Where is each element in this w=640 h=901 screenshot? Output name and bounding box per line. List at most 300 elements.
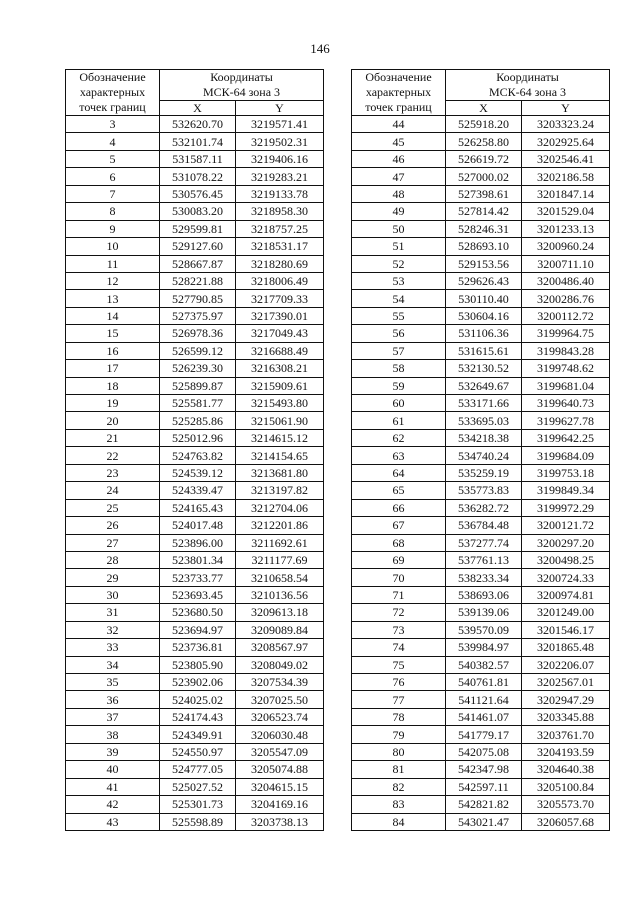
x-coordinate-cell: 529626.43 — [446, 272, 522, 289]
point-number-cell: 30 — [66, 586, 160, 603]
coordinates-table-left — [65, 69, 324, 831]
point-number-cell: 72 — [352, 604, 446, 621]
point-number-cell: 60 — [352, 395, 446, 412]
y-coordinate-cell: 3199681.04 — [522, 377, 610, 394]
table-row — [352, 325, 610, 342]
point-number-cell: 17 — [66, 360, 160, 377]
y-coordinate-cell: 3208049.02 — [236, 656, 324, 673]
point-number-cell: 46 — [352, 150, 446, 167]
point-number-cell: 57 — [352, 342, 446, 359]
y-coordinate-cell: 3218531.17 — [236, 238, 324, 255]
y-coordinate-cell: 3200121.72 — [522, 517, 610, 534]
point-number-cell: 32 — [66, 621, 160, 638]
table-row — [66, 395, 324, 412]
y-coordinate-cell: 3200112.72 — [522, 307, 610, 324]
x-coordinate-cell: 523896.00 — [160, 534, 236, 551]
y-coordinate-cell: 3200974.81 — [522, 586, 610, 603]
point-number-cell: 8 — [66, 203, 160, 220]
table-row — [66, 621, 324, 638]
y-coordinate-cell: 3204615.15 — [236, 778, 324, 795]
x-coordinate-cell: 530604.16 — [446, 307, 522, 324]
y-coordinate-cell: 3199972.29 — [522, 499, 610, 516]
table-row — [66, 377, 324, 394]
x-coordinate-cell: 530083.20 — [160, 203, 236, 220]
x-coordinate-cell: 533171.66 — [446, 395, 522, 412]
x-coordinate-cell: 531587.11 — [160, 150, 236, 167]
table-row — [66, 429, 324, 446]
x-coordinate-cell: 537277.74 — [446, 534, 522, 551]
x-coordinate-cell: 541779.17 — [446, 726, 522, 743]
x-coordinate-cell: 530110.40 — [446, 290, 522, 307]
point-number-cell: 80 — [352, 743, 446, 760]
y-coordinate-cell: 3217049.43 — [236, 325, 324, 342]
x-coordinate-cell: 527814.42 — [446, 203, 522, 220]
table-row — [352, 813, 610, 830]
point-number-cell: 61 — [352, 412, 446, 429]
x-coordinate-cell: 535773.83 — [446, 482, 522, 499]
point-number-cell: 70 — [352, 569, 446, 586]
y-coordinate-cell: 3205074.88 — [236, 761, 324, 778]
table-row — [352, 255, 610, 272]
y-coordinate-cell: 3219502.31 — [236, 133, 324, 150]
x-coordinate-cell: 525301.73 — [160, 796, 236, 813]
y-coordinate-cell: 3213681.80 — [236, 464, 324, 481]
x-coordinate-cell: 531078.22 — [160, 168, 236, 185]
x-coordinate-cell: 541461.07 — [446, 708, 522, 725]
table-row — [352, 517, 610, 534]
x-column-header: X — [446, 101, 522, 116]
table-row — [352, 743, 610, 760]
x-coordinate-cell: 535259.19 — [446, 464, 522, 481]
point-number-cell: 13 — [66, 290, 160, 307]
point-number-cell: 6 — [66, 168, 160, 185]
table-row — [352, 778, 610, 795]
table-row — [352, 726, 610, 743]
y-coordinate-cell: 3200286.76 — [522, 290, 610, 307]
y-coordinate-cell: 3210658.54 — [236, 569, 324, 586]
x-coordinate-cell: 536784.48 — [446, 517, 522, 534]
y-coordinate-cell: 3206523.74 — [236, 708, 324, 725]
x-column-header: X — [160, 101, 236, 116]
y-coordinate-cell: 3200297.20 — [522, 534, 610, 551]
table-row — [66, 586, 324, 603]
table-row — [352, 238, 610, 255]
y-coordinate-cell: 3208567.97 — [236, 639, 324, 656]
table-row — [352, 464, 610, 481]
table-row — [352, 185, 610, 202]
y-coordinate-cell: 3216308.21 — [236, 360, 324, 377]
x-coordinate-cell: 524174.43 — [160, 708, 236, 725]
x-coordinate-cell: 529127.60 — [160, 238, 236, 255]
point-number-cell: 27 — [66, 534, 160, 551]
y-coordinate-cell: 3200960.24 — [522, 238, 610, 255]
table-row — [66, 290, 324, 307]
point-number-cell: 37 — [66, 708, 160, 725]
x-coordinate-cell: 538693.06 — [446, 586, 522, 603]
x-coordinate-cell: 528221.88 — [160, 272, 236, 289]
point-number-cell: 69 — [352, 551, 446, 568]
x-coordinate-cell: 526599.12 — [160, 342, 236, 359]
y-coordinate-cell: 3203323.24 — [522, 116, 610, 133]
y-coordinate-cell: 3211692.61 — [236, 534, 324, 551]
point-number-cell: 29 — [66, 569, 160, 586]
x-coordinate-cell: 527790.85 — [160, 290, 236, 307]
table-row — [66, 482, 324, 499]
x-coordinate-cell: 526619.72 — [446, 150, 522, 167]
x-coordinate-cell: 524777.05 — [160, 761, 236, 778]
y-coordinate-cell: 3209089.84 — [236, 621, 324, 638]
table-row — [352, 586, 610, 603]
table-row — [66, 726, 324, 743]
table-row — [66, 220, 324, 237]
point-number-cell: 67 — [352, 517, 446, 534]
point-number-cell: 63 — [352, 447, 446, 464]
table-row — [352, 551, 610, 568]
x-coordinate-cell: 531106.36 — [446, 325, 522, 342]
point-number-cell: 75 — [352, 656, 446, 673]
point-number-cell: 59 — [352, 377, 446, 394]
table-row — [66, 238, 324, 255]
x-coordinate-cell: 524165.43 — [160, 499, 236, 516]
table-row — [66, 796, 324, 813]
point-number-cell: 22 — [66, 447, 160, 464]
table-row — [352, 116, 610, 133]
table-row — [66, 743, 324, 760]
x-coordinate-cell: 524017.48 — [160, 517, 236, 534]
table-row — [66, 691, 324, 708]
point-number-cell: 4 — [66, 133, 160, 150]
y-coordinate-cell: 3202186.58 — [522, 168, 610, 185]
table-row — [352, 534, 610, 551]
table-row — [66, 185, 324, 202]
table-row — [66, 150, 324, 167]
table-row — [352, 604, 610, 621]
point-header-line1: Обозначение — [365, 70, 432, 84]
point-number-cell: 15 — [66, 325, 160, 342]
point-number-cell: 84 — [352, 813, 446, 830]
table-row — [352, 691, 610, 708]
x-coordinate-cell: 527000.02 — [446, 168, 522, 185]
x-coordinate-cell: 524339.47 — [160, 482, 236, 499]
y-coordinate-cell: 3202947.29 — [522, 691, 610, 708]
x-coordinate-cell: 536282.72 — [446, 499, 522, 516]
table-row — [352, 395, 610, 412]
y-coordinate-cell: 3201865.48 — [522, 639, 610, 656]
point-number-cell: 43 — [66, 813, 160, 830]
y-coordinate-cell: 3200498.25 — [522, 551, 610, 568]
table-row — [66, 464, 324, 481]
point-number-cell: 68 — [352, 534, 446, 551]
y-coordinate-cell: 3206057.68 — [522, 813, 610, 830]
table-row — [66, 412, 324, 429]
point-number-cell: 82 — [352, 778, 446, 795]
table-row — [66, 499, 324, 516]
point-number-cell: 83 — [352, 796, 446, 813]
y-coordinate-cell: 3217390.01 — [236, 307, 324, 324]
x-coordinate-cell: 524763.82 — [160, 447, 236, 464]
table-row — [66, 708, 324, 725]
table-row — [66, 656, 324, 673]
point-number-cell: 23 — [66, 464, 160, 481]
x-coordinate-cell: 523801.34 — [160, 551, 236, 568]
table-row — [352, 150, 610, 167]
point-number-cell: 10 — [66, 238, 160, 255]
x-coordinate-cell: 526239.30 — [160, 360, 236, 377]
coordinates-table-right — [351, 69, 610, 831]
x-coordinate-cell: 539984.97 — [446, 639, 522, 656]
point-number-cell: 73 — [352, 621, 446, 638]
x-coordinate-cell: 540761.81 — [446, 674, 522, 691]
point-number-cell: 74 — [352, 639, 446, 656]
x-coordinate-cell: 542821.82 — [446, 796, 522, 813]
y-column-header: Y — [522, 101, 610, 116]
table-row — [66, 203, 324, 220]
y-coordinate-cell: 3199684.09 — [522, 447, 610, 464]
point-number-cell: 47 — [352, 168, 446, 185]
point-number-cell: 42 — [66, 796, 160, 813]
y-coordinate-cell: 3219283.21 — [236, 168, 324, 185]
table-row — [66, 116, 324, 133]
point-number-cell: 49 — [352, 203, 446, 220]
point-number-cell: 7 — [66, 185, 160, 202]
table-row — [66, 168, 324, 185]
y-coordinate-cell: 3205100.84 — [522, 778, 610, 795]
y-coordinate-cell: 3203738.13 — [236, 813, 324, 830]
table-row — [352, 360, 610, 377]
x-coordinate-cell: 532620.70 — [160, 116, 236, 133]
point-number-cell: 24 — [66, 482, 160, 499]
x-coordinate-cell: 540382.57 — [446, 656, 522, 673]
y-coordinate-cell: 3215061.90 — [236, 412, 324, 429]
x-coordinate-cell: 539139.06 — [446, 604, 522, 621]
x-coordinate-cell: 523693.45 — [160, 586, 236, 603]
table-row — [352, 307, 610, 324]
table-row — [66, 534, 324, 551]
table-row — [352, 656, 610, 673]
x-coordinate-cell: 525899.87 — [160, 377, 236, 394]
point-number-cell: 40 — [66, 761, 160, 778]
table-row — [352, 290, 610, 307]
point-header-line1: Обозначение — [79, 70, 146, 84]
point-header-line2: характерных — [79, 85, 146, 99]
point-number-cell: 79 — [352, 726, 446, 743]
x-coordinate-cell: 525027.52 — [160, 778, 236, 795]
table-row — [352, 761, 610, 778]
y-coordinate-cell: 3210136.56 — [236, 586, 324, 603]
point-number-cell: 81 — [352, 761, 446, 778]
x-coordinate-cell: 534740.24 — [446, 447, 522, 464]
point-number-cell: 5 — [66, 150, 160, 167]
point-number-cell: 76 — [352, 674, 446, 691]
x-coordinate-cell: 527398.61 — [446, 185, 522, 202]
x-coordinate-cell: 524539.12 — [160, 464, 236, 481]
point-number-cell: 16 — [66, 342, 160, 359]
x-coordinate-cell: 542347.98 — [446, 761, 522, 778]
y-coordinate-cell: 3199849.34 — [522, 482, 610, 499]
table-row — [352, 447, 610, 464]
y-coordinate-cell: 3211177.69 — [236, 551, 324, 568]
point-number-cell: 55 — [352, 307, 446, 324]
point-number-cell: 25 — [66, 499, 160, 516]
x-coordinate-cell: 524349.91 — [160, 726, 236, 743]
table-row — [352, 621, 610, 638]
point-number-cell: 78 — [352, 708, 446, 725]
table-row — [352, 220, 610, 237]
y-coordinate-cell: 3218006.49 — [236, 272, 324, 289]
x-coordinate-cell: 525598.89 — [160, 813, 236, 830]
table-row — [352, 412, 610, 429]
y-coordinate-cell: 3202567.01 — [522, 674, 610, 691]
x-coordinate-cell: 532649.67 — [446, 377, 522, 394]
y-coordinate-cell: 3204640.38 — [522, 761, 610, 778]
point-number-cell: 77 — [352, 691, 446, 708]
y-coordinate-cell: 3218958.30 — [236, 203, 324, 220]
table-row — [352, 482, 610, 499]
table-row — [66, 517, 324, 534]
x-coordinate-cell: 528693.10 — [446, 238, 522, 255]
x-coordinate-cell: 523733.77 — [160, 569, 236, 586]
point-number-cell: 44 — [352, 116, 446, 133]
point-number-cell: 52 — [352, 255, 446, 272]
point-number-cell: 28 — [66, 551, 160, 568]
x-coordinate-cell: 538233.34 — [446, 569, 522, 586]
table-row — [66, 569, 324, 586]
x-coordinate-cell: 528667.87 — [160, 255, 236, 272]
point-number-cell: 34 — [66, 656, 160, 673]
x-coordinate-cell: 529153.56 — [446, 255, 522, 272]
y-coordinate-cell: 3199748.62 — [522, 360, 610, 377]
y-coordinate-cell: 3214154.65 — [236, 447, 324, 464]
y-coordinate-cell: 3209613.18 — [236, 604, 324, 621]
point-number-cell: 12 — [66, 272, 160, 289]
y-coordinate-cell: 3202925.64 — [522, 133, 610, 150]
point-number-cell: 56 — [352, 325, 446, 342]
point-number-cell: 20 — [66, 412, 160, 429]
y-coordinate-cell: 3218280.69 — [236, 255, 324, 272]
y-coordinate-cell: 3205547.09 — [236, 743, 324, 760]
y-coordinate-cell: 3206030.48 — [236, 726, 324, 743]
coordinates-header-line2: МСК-64 зона 3 — [488, 85, 567, 99]
x-coordinate-cell: 530576.45 — [160, 185, 236, 202]
y-coordinate-cell: 3219406.16 — [236, 150, 324, 167]
point-number-cell: 62 — [352, 429, 446, 446]
table-row — [352, 639, 610, 656]
x-coordinate-cell: 537761.13 — [446, 551, 522, 568]
x-coordinate-cell: 543021.47 — [446, 813, 522, 830]
x-coordinate-cell: 542075.08 — [446, 743, 522, 760]
coordinates-header-line1: Координаты — [210, 70, 273, 84]
y-coordinate-cell: 3219133.78 — [236, 185, 324, 202]
point-number-cell: 9 — [66, 220, 160, 237]
point-number-cell: 3 — [66, 116, 160, 133]
y-coordinate-cell: 3199964.75 — [522, 325, 610, 342]
x-coordinate-cell: 523694.97 — [160, 621, 236, 638]
table-row — [352, 674, 610, 691]
point-number-cell: 11 — [66, 255, 160, 272]
table-row — [352, 429, 610, 446]
y-coordinate-cell: 3212201.86 — [236, 517, 324, 534]
x-coordinate-cell: 542597.11 — [446, 778, 522, 795]
point-number-cell: 66 — [352, 499, 446, 516]
point-number-cell: 33 — [66, 639, 160, 656]
y-coordinate-cell: 3201233.13 — [522, 220, 610, 237]
point-number-cell: 53 — [352, 272, 446, 289]
x-coordinate-cell: 526978.36 — [160, 325, 236, 342]
table-row — [352, 272, 610, 289]
x-coordinate-cell: 525918.20 — [446, 116, 522, 133]
y-coordinate-cell: 3199627.78 — [522, 412, 610, 429]
y-coordinate-cell: 3217709.33 — [236, 290, 324, 307]
y-coordinate-cell: 3207534.39 — [236, 674, 324, 691]
x-coordinate-cell: 525581.77 — [160, 395, 236, 412]
table-row — [66, 307, 324, 324]
table-row — [352, 499, 610, 516]
x-coordinate-cell: 541121.64 — [446, 691, 522, 708]
point-number-cell: 14 — [66, 307, 160, 324]
table-row — [66, 778, 324, 795]
point-number-cell: 48 — [352, 185, 446, 202]
table-row — [352, 168, 610, 185]
x-coordinate-cell: 523736.81 — [160, 639, 236, 656]
point-number-cell: 54 — [352, 290, 446, 307]
point-header-line2: характерных — [365, 85, 432, 99]
point-number-cell: 26 — [66, 517, 160, 534]
x-coordinate-cell: 524025.02 — [160, 691, 236, 708]
point-number-cell: 39 — [66, 743, 160, 760]
y-coordinate-cell: 3200711.10 — [522, 255, 610, 272]
y-column-header: Y — [236, 101, 324, 116]
x-coordinate-cell: 532130.52 — [446, 360, 522, 377]
x-coordinate-cell: 531615.61 — [446, 342, 522, 359]
x-coordinate-cell: 529599.81 — [160, 220, 236, 237]
y-coordinate-cell: 3212704.06 — [236, 499, 324, 516]
point-number-cell: 21 — [66, 429, 160, 446]
y-coordinate-cell: 3201546.17 — [522, 621, 610, 638]
y-coordinate-cell: 3203761.70 — [522, 726, 610, 743]
x-coordinate-cell: 525012.96 — [160, 429, 236, 446]
x-coordinate-cell: 525285.86 — [160, 412, 236, 429]
y-coordinate-cell: 3204169.16 — [236, 796, 324, 813]
y-coordinate-cell: 3199753.18 — [522, 464, 610, 481]
x-coordinate-cell: 532101.74 — [160, 133, 236, 150]
y-coordinate-cell: 3201529.04 — [522, 203, 610, 220]
table-row — [66, 360, 324, 377]
point-header-line3: точек границ — [365, 100, 432, 114]
y-coordinate-cell: 3218757.25 — [236, 220, 324, 237]
table-row — [352, 377, 610, 394]
point-number-cell: 19 — [66, 395, 160, 412]
y-coordinate-cell: 3202206.07 — [522, 656, 610, 673]
x-coordinate-cell: 539570.09 — [446, 621, 522, 638]
point-number-cell: 38 — [66, 726, 160, 743]
table-row — [352, 708, 610, 725]
point-number-cell: 36 — [66, 691, 160, 708]
table-row — [66, 639, 324, 656]
y-coordinate-cell: 3199640.73 — [522, 395, 610, 412]
table-row — [66, 342, 324, 359]
x-coordinate-cell: 523805.90 — [160, 656, 236, 673]
point-number-cell: 35 — [66, 674, 160, 691]
table-row — [66, 133, 324, 150]
x-coordinate-cell: 526258.80 — [446, 133, 522, 150]
point-column-header — [66, 70, 160, 116]
point-number-cell: 64 — [352, 464, 446, 481]
table-row — [352, 569, 610, 586]
table-row — [352, 342, 610, 359]
x-coordinate-cell: 533695.03 — [446, 412, 522, 429]
y-coordinate-cell: 3200724.33 — [522, 569, 610, 586]
y-coordinate-cell: 3201847.14 — [522, 185, 610, 202]
